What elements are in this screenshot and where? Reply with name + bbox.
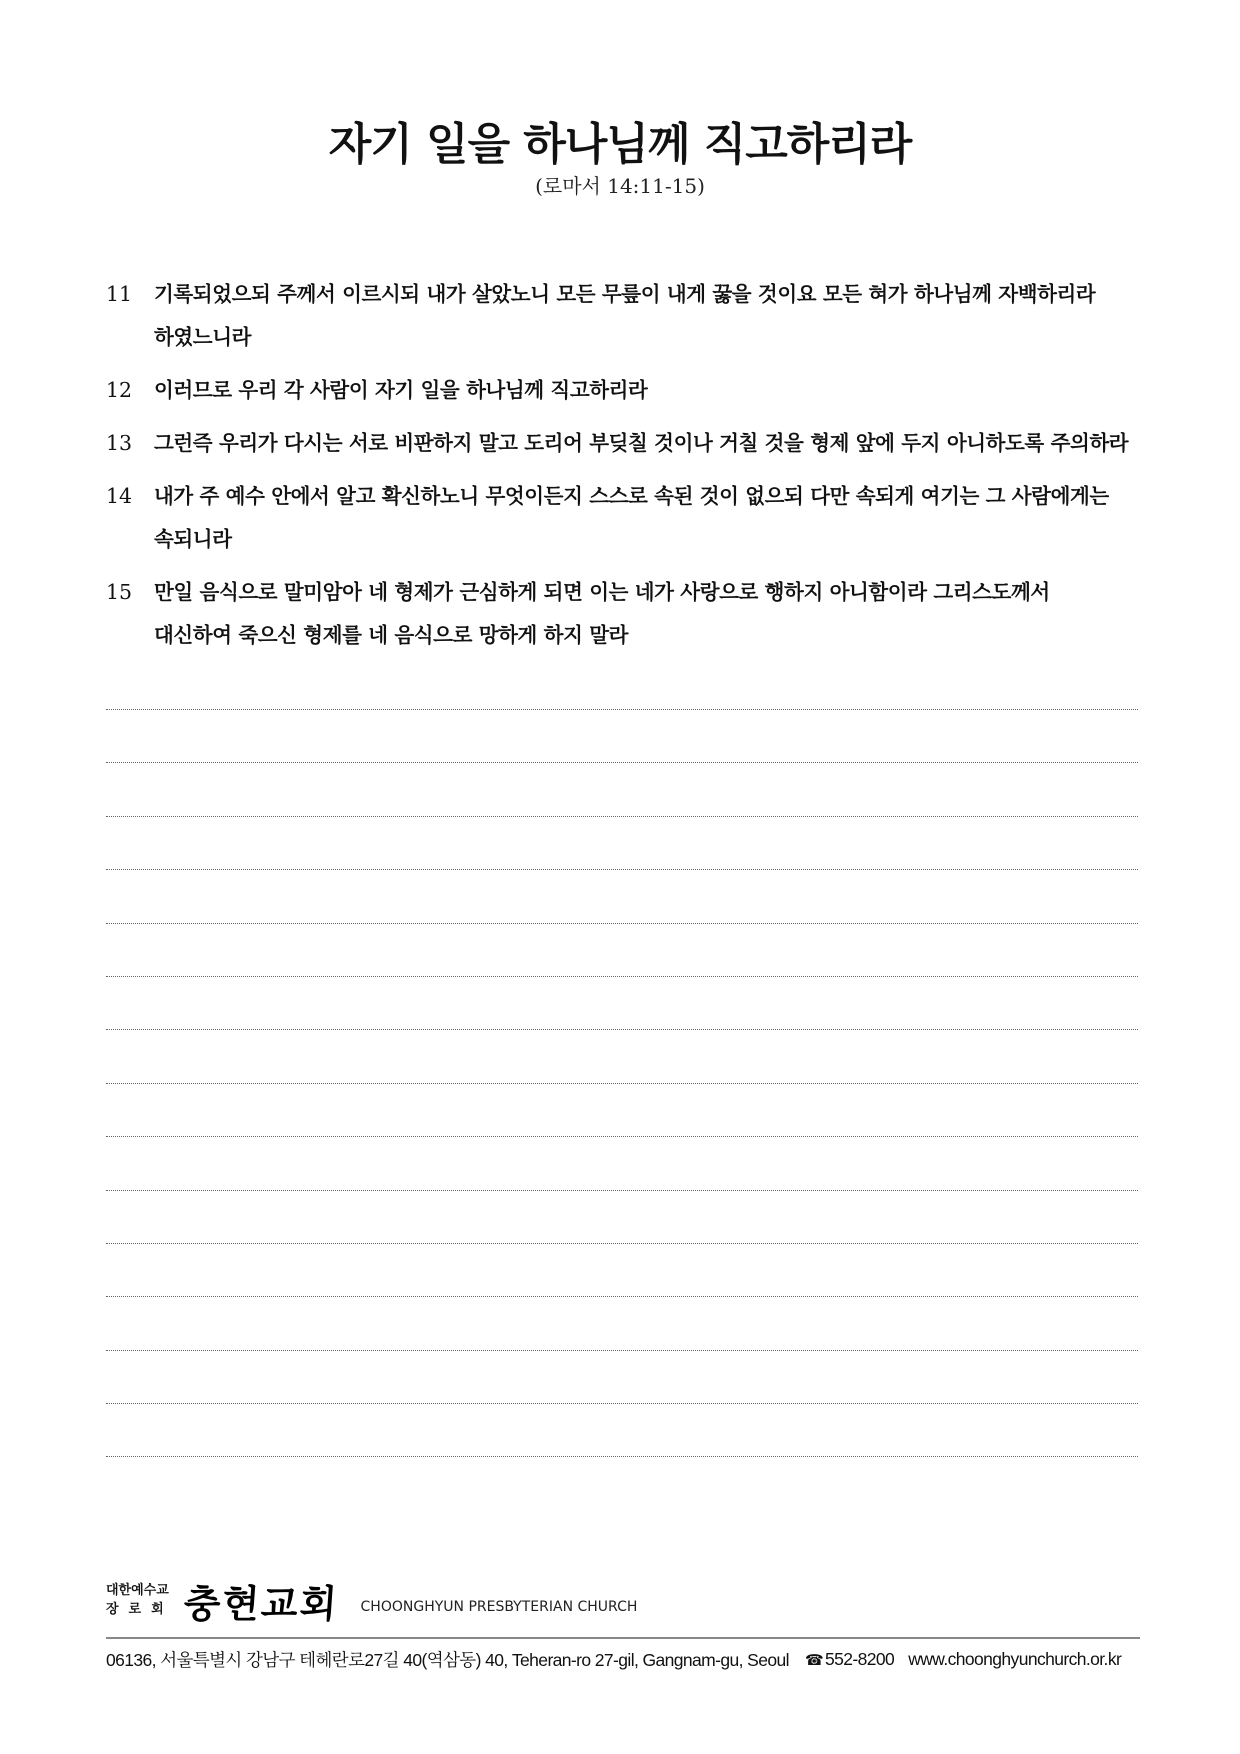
verse-item	[106, 475, 1146, 561]
verse-number: 15	[106, 580, 133, 604]
denomination-line: 장로회	[106, 1602, 174, 1617]
verse-number: 12	[106, 378, 133, 402]
writing-line	[106, 1350, 1138, 1351]
contact-info	[106, 1647, 1140, 1672]
writing-line	[106, 816, 1138, 817]
verse-list	[106, 273, 1146, 667]
writing-line	[106, 709, 1138, 710]
denomination-label	[106, 1581, 174, 1619]
verse-item	[106, 273, 1146, 359]
website-link[interactable]: www.choonghyunchurch.or.kr	[908, 1649, 1122, 1669]
denomination-line: 대한예수교	[106, 1583, 169, 1598]
writing-line	[106, 923, 1138, 924]
verse-item	[106, 571, 1146, 657]
verse-text	[154, 273, 1146, 359]
writing-line	[106, 1296, 1138, 1297]
writing-lines	[106, 709, 1138, 1510]
scripture-reference: (로마서 14:11-15)	[535, 174, 705, 198]
phone-number: 552-8200	[825, 1649, 895, 1669]
writing-line	[106, 1190, 1138, 1191]
church-name-english: CHOONGHYUN PRESBYTERIAN CHURCH	[360, 1599, 638, 1615]
verse-line: 내가 주 예수 안에서 알고 확신하노니 무엇이든지 스스로 속된 것이 없으되 다만 속되게 여기는 그 사람에게는	[154, 484, 1109, 508]
writing-line	[106, 976, 1138, 977]
writing-line	[106, 1456, 1138, 1457]
verse-text	[154, 475, 1146, 561]
verse-line: 기록되었으되 주께서 이르시되 내가 살았노니 모든 무릎이 내게 꿇을 것이요 모든 혀가 하나님께 자백하리라	[154, 282, 1096, 306]
writing-line	[106, 762, 1138, 763]
telephone-icon: ☎	[804, 1651, 824, 1669]
verse-line: 그런즉 우리가 다시는 서로 비판하지 말고 도리어 부딪칠 것이나 거칠 것을 형제 앞에 두지 아니하도록 주의하라	[154, 431, 1129, 455]
verse-text	[154, 571, 1146, 657]
footer-divider	[106, 1637, 1140, 1639]
page-title: 자기 일을 하나님께 직고하리라	[328, 119, 912, 170]
verse-number: 14	[106, 484, 133, 508]
writing-line	[106, 1136, 1138, 1137]
verse-line: 이러므로 우리 각 사람이 자기 일을 하나님께 직고하리라	[154, 378, 648, 402]
verse-number: 13	[106, 431, 133, 455]
verse-line: 만일 음식으로 말미암아 네 형제가 근심하게 되면 이는 네가 사랑으로 행하지 아니함이라 그리스도께서	[154, 580, 1050, 604]
writing-line	[106, 1403, 1138, 1404]
writing-line	[106, 869, 1138, 870]
verse-text	[154, 369, 1146, 412]
verse-text	[154, 422, 1146, 465]
writing-line	[106, 1029, 1138, 1030]
writing-line	[106, 1243, 1138, 1244]
verse-item	[106, 369, 1146, 412]
verse-number: 11	[106, 282, 133, 306]
verse-line: 하였느니라	[154, 325, 252, 349]
address: 06136, 서울특별시 강남구 테헤란로27길 40(역삼동) 40, Teheran-ro 27-gil, Gangnam-gu, Seoul	[106, 1650, 789, 1670]
verse-line: 속되니라	[154, 527, 232, 551]
footer	[106, 1575, 1140, 1672]
church-brand	[106, 1575, 1140, 1625]
verse-line: 대신하여 죽으신 형제를 네 음식으로 망하게 하지 말라	[154, 623, 629, 647]
church-logo: 충현교회	[181, 1580, 340, 1626]
phone	[805, 1649, 894, 1670]
writing-line	[106, 1083, 1138, 1084]
verse-item	[106, 422, 1146, 465]
